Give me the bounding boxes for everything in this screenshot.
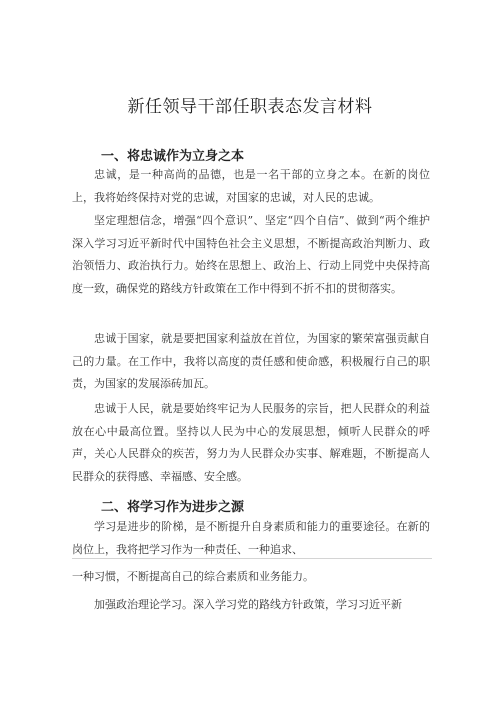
section-heading-2: 二、将学习作为进步之源 — [101, 500, 245, 515]
page-divider — [72, 558, 432, 559]
paragraph: 忠诚于人民，就是要始终牢记为人民服务的宗旨，把人民群众的利益放在心中最高位置。坚持以人民为中心的发展思想，倾听人民群众的呼声，关心人民群众的疾苦，努力为人民群众办实事、解难题，不断提高人民群众的获得感、幸福感、安全感。 — [72, 402, 430, 483]
paragraph: 坚定理想信念，增强“四个意识”、坚定“四个自信”、做到“两个维护深入学习习近平新时代中国特色社会主义思想，不断提高政治判断力、政治领悟力、政治执行力。始终在思想上、政治上、行动上同党中央保持高度一致，确保党的路线方针政策在工作中得到不折不扣的贯彻落实。 — [72, 214, 430, 295]
document-title: 新任领导干部任职表态发言材料 — [127, 97, 373, 117]
section-heading-1: 一、将忠诚作为立身之本 — [101, 149, 245, 164]
paragraph: 忠诚于国家，就是要把国家利益放在首位，为国家的繁荣富强贡献自己的力量。在工作中，我将以高度的责任感和使命感，积极履行自己的职责，为国家的发展添砖加瓦。 — [72, 332, 430, 391]
paragraph: 学习是进步的阶梯，是不断提升自身素质和能力的重要途径。在新的岗位上，我将把学习作为一种责任、一种追求、 — [72, 520, 430, 556]
paragraph: 加强政治理论学习。深入学习党的路线方针政策，学习习近平新 — [94, 598, 402, 611]
paragraph: 忠诚，是一种高尚的品德，也是一名干部的立身之本。在新的岗位上，我将始终保持对党的忠诚，对国家的忠诚，对人民的忠诚。 — [72, 168, 430, 204]
paragraph-continuation: 一种习惯，不断提高自己的综合素质和业务能力。 — [72, 570, 314, 583]
